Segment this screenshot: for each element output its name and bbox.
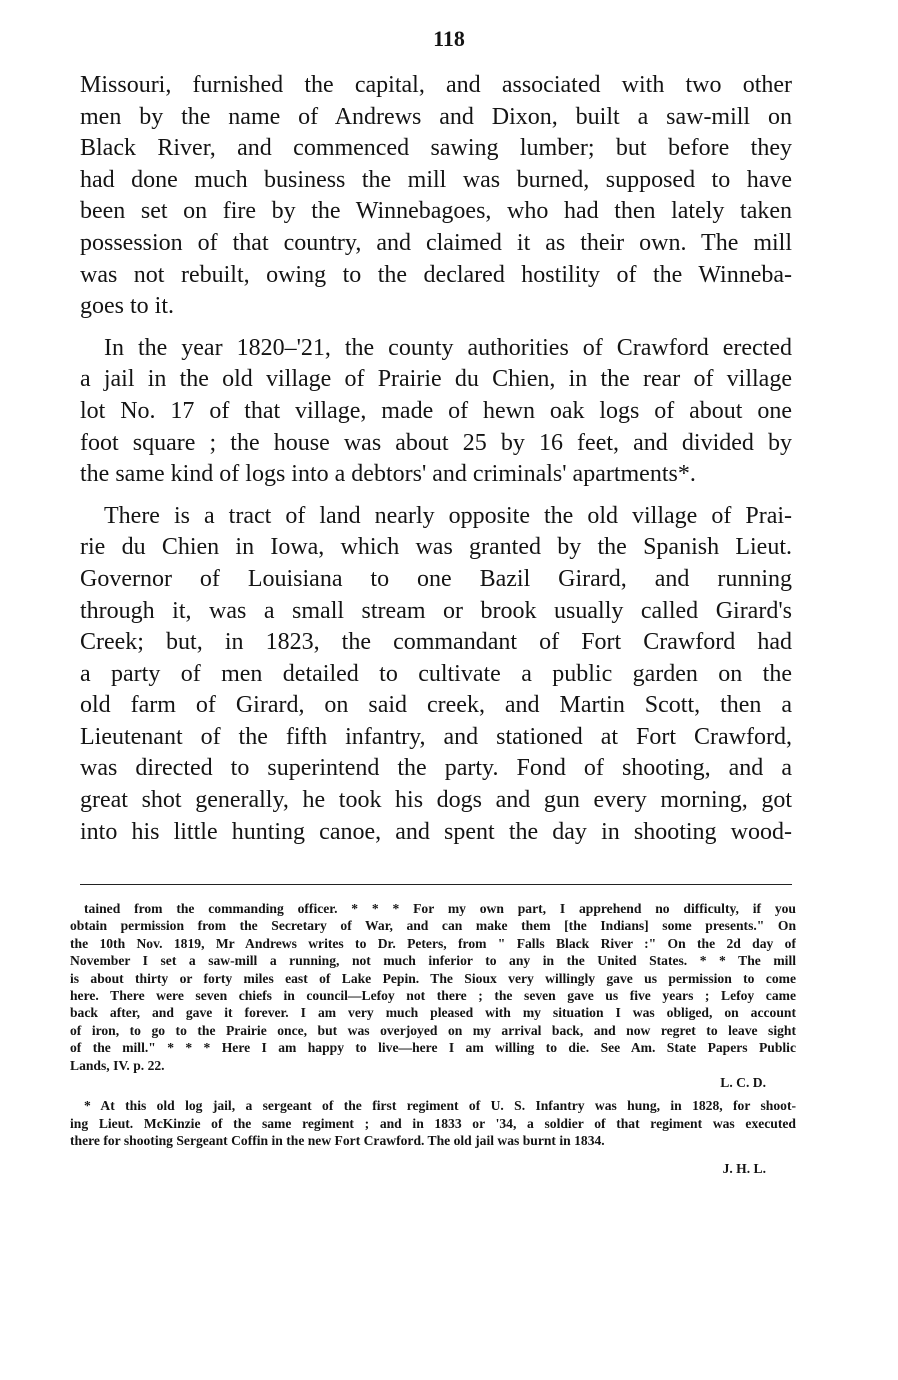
text-line: the same kind of logs into a debtors' and criminals' apartments*. — [80, 461, 696, 488]
main-text — [80, 70, 792, 858]
text-line: through it, was a small stream or brook usually called Girard's — [80, 597, 792, 624]
footnote-line: of the mill." * * * Here I am happy to live—here I am willing to die. See Am. State Papers Public — [70, 1040, 796, 1056]
text-line: Missouri, furnished the capital, and associated with two other — [80, 72, 792, 98]
text-line: goes to it. — [80, 293, 174, 320]
text-line: There is a tract of land nearly opposite the old village of Prai- — [104, 502, 792, 529]
footnotes — [70, 900, 796, 1177]
footnote-line: Lands, IV. p. 22. — [70, 1057, 165, 1073]
text-line: foot square ; the house was about 25 by 16 feet, and divided by — [80, 429, 792, 456]
paragraph-1 — [80, 70, 792, 323]
text-line: Black River, and commenced sawing lumber; but before they — [80, 135, 792, 162]
footnote-line: is about thirty or forty miles east of Lake Pepin. The Sioux very willingly gave us permission to come — [70, 970, 796, 986]
footnote-line: the 10th Nov. 1819, Mr Andrews writes to Dr. Peters, from " Falls Black River :" On the 2d day of — [70, 935, 796, 951]
text-line: rie du Chien in Iowa, which was granted by the Spanish Lieut. — [80, 534, 792, 561]
text-line: great shot generally, he took his dogs and gun every morning, got — [80, 787, 792, 814]
footnote-line: * At this old log jail, a sergeant of the first regiment of U. S. Infantry was hung, in 1828, for shoot- — [84, 1098, 796, 1114]
text-line: a party of men detailed to cultivate a public garden on the — [80, 660, 792, 687]
text-line: old farm of Girard, on said creek, and Martin Scott, then a — [80, 692, 792, 719]
footnote-line: there for shooting Sergeant Coffin in the new Fort Crawford. The old jail was burnt in 1834. — [70, 1133, 605, 1149]
text-line: had done much business the mill was burned, supposed to have — [80, 166, 792, 193]
text-line: was not rebuilt, owing to the declared hostility of the Winneba- — [80, 261, 792, 288]
footnote-line: ing Lieut. McKinzie of the same regiment ; and in 1833 or '34, a soldier of that regiment was executed — [70, 1115, 796, 1131]
text-line: Lieutenant of the fifth infantry, and stationed at Fort Crawford, — [80, 723, 792, 750]
footnote-line: tained from the commanding officer. * * * For my own part, I apprehend no difficulty, if you — [84, 901, 796, 916]
paragraph-2 — [80, 333, 792, 491]
text-line: Governor of Louisiana to one Bazil Girard, and running — [80, 565, 792, 592]
footnote-signature: L. C. D. — [720, 1075, 766, 1091]
footnote-1 — [70, 900, 796, 1091]
footnote-line: obtain permission from the Secretary of War, and can make them [the Indians] some presents." On — [70, 918, 796, 934]
footnote-line: here. There were seven chiefs in council—Lefoy not there ; the seven gave us five years ; Lefoy came — [70, 988, 796, 1004]
text-line: into his little hunting canoe, and spent the day in shooting wood- — [80, 818, 792, 845]
text-line: lot No. 17 of that village, made of hewn oak logs of about one — [80, 397, 792, 424]
text-line: been set on fire by the Winnebagoes, who had then lately taken — [80, 198, 792, 225]
text-line: a jail in the old village of Prairie du Chien, in the rear of village — [80, 366, 792, 393]
footnote-divider — [80, 884, 792, 885]
text-line: Creek; but, in 1823, the commandant of Fort Crawford had — [80, 629, 792, 656]
paragraph-3 — [80, 501, 792, 849]
footnote-line: back after, and gave it forever. I am very much pleased with my situation I was obliged, on account — [70, 1005, 796, 1021]
text-line: possession of that country, and claimed it as their own. The mill — [80, 229, 792, 256]
footnote-signature: J. H. L. — [722, 1160, 766, 1176]
text-line: men by the name of Andrews and Dixon, built a saw-mill on — [80, 103, 792, 130]
text-line: In the year 1820–'21, the county authorities of Crawford erected — [104, 334, 792, 361]
footnote-line: of iron, to go to the Prairie once, but was overjoyed on my arrival back, and now regret to leave sight — [70, 1022, 796, 1038]
footnote-2 — [70, 1097, 796, 1177]
page-number: 118 — [433, 26, 465, 51]
text-line: was directed to superintend the party. Fond of shooting, and a — [80, 755, 792, 782]
footnote-line: November I set a saw-mill a running, not much inferior to any in the United States. * * The mill — [70, 953, 796, 969]
